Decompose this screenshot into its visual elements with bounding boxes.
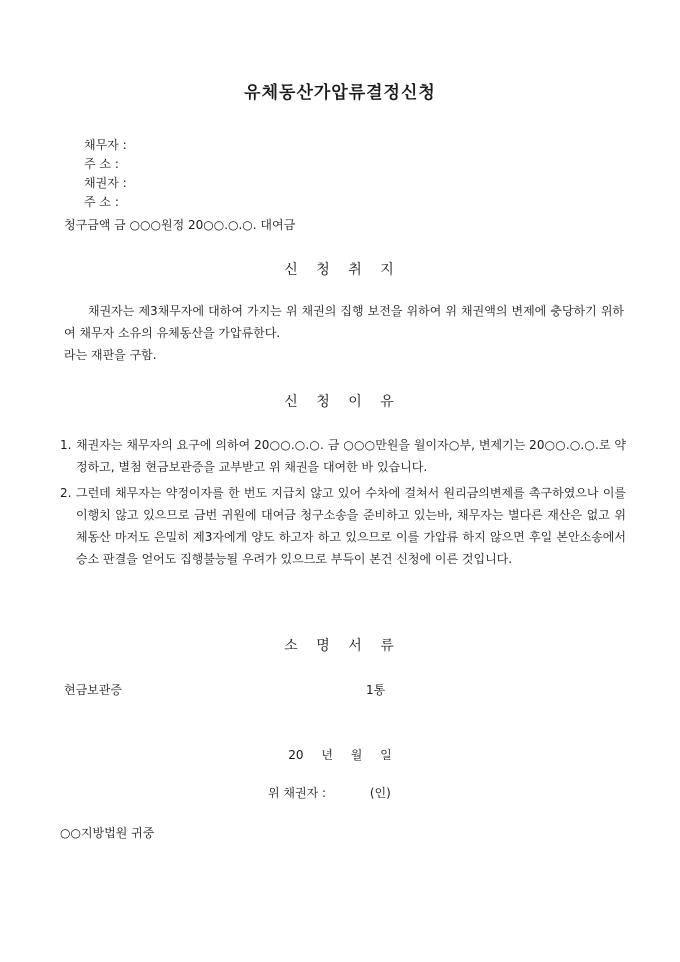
document-title: 유체동산가압류결정신청 <box>244 83 436 103</box>
list-item-text: 그런데 채무자는 약정이자를 한 번도 지급치 않고 있어 수차에 걸쳐서 원리금의변제를 촉구하였으나 이를 이행치 않고 있으므로 금번 귀원에 대여금 청구소송을 준비하고 있는바, 채무자는 별다른 재산은 없고 위체동산 마저도 은밀히 제3자에게 양도 하고자 하고 있으므로 이를 가압류 하지 않으면 후일 본안소송에서 승소 판결을 얻어도 집행불능될 우려가 있으므로 부득이 본건 신청에 이른 것입니다. <box>76 486 626 566</box>
reasons-list <box>60 434 626 574</box>
debtor-address-label: 주 소 : <box>84 157 119 171</box>
claim-amount: 청구금액 금 ○○○원정 20○○.○.○. 대여금 <box>64 218 296 232</box>
creditor-label: 채권자 : <box>84 176 127 190</box>
filing-date: 20 년 월 일 <box>288 748 392 762</box>
purpose-body: 채권자는 제3채무자에 대하여 가지는 위 채권의 집행 보전을 위하여 위 채권액의 변제에 충당하기 위하여 채무자 소유의 유체동산을 가압류한다. <box>64 304 624 340</box>
signature-label: 위 채권자 : <box>268 786 327 800</box>
court-addressee: ○○지방법원 귀중 <box>60 826 155 840</box>
purpose-heading: 신 청 취 지 <box>284 262 396 278</box>
debtor-label: 채무자 : <box>84 138 127 152</box>
list-item-text: 채권자는 채무자의 요구에 의하여 20○○.○.○. 금 ○○○만원을 월이자○부, 변제기는 20○○.○.○.로 약정하고, 별첨 현금보관증을 교부받고 위 채권을 대여한 바 있습니다. <box>76 438 626 474</box>
evidence-heading: 소 명 서 류 <box>284 638 396 654</box>
evidence-item-name: 현금보관증 <box>64 683 122 697</box>
list-item-number: 2. <box>60 486 72 500</box>
seal-mark: (인) <box>369 786 391 800</box>
purpose-section <box>64 300 624 366</box>
list-item-number: 1. <box>60 438 72 452</box>
list-item <box>60 434 626 478</box>
creditor-address-label: 주 소 : <box>84 195 119 209</box>
purpose-closing: 라는 재판을 구함. <box>64 348 157 362</box>
list-item <box>60 482 626 570</box>
evidence-item-quantity: 1통 <box>366 683 386 697</box>
reasons-heading: 신 청 이 유 <box>284 394 396 410</box>
signature-line <box>268 784 391 801</box>
